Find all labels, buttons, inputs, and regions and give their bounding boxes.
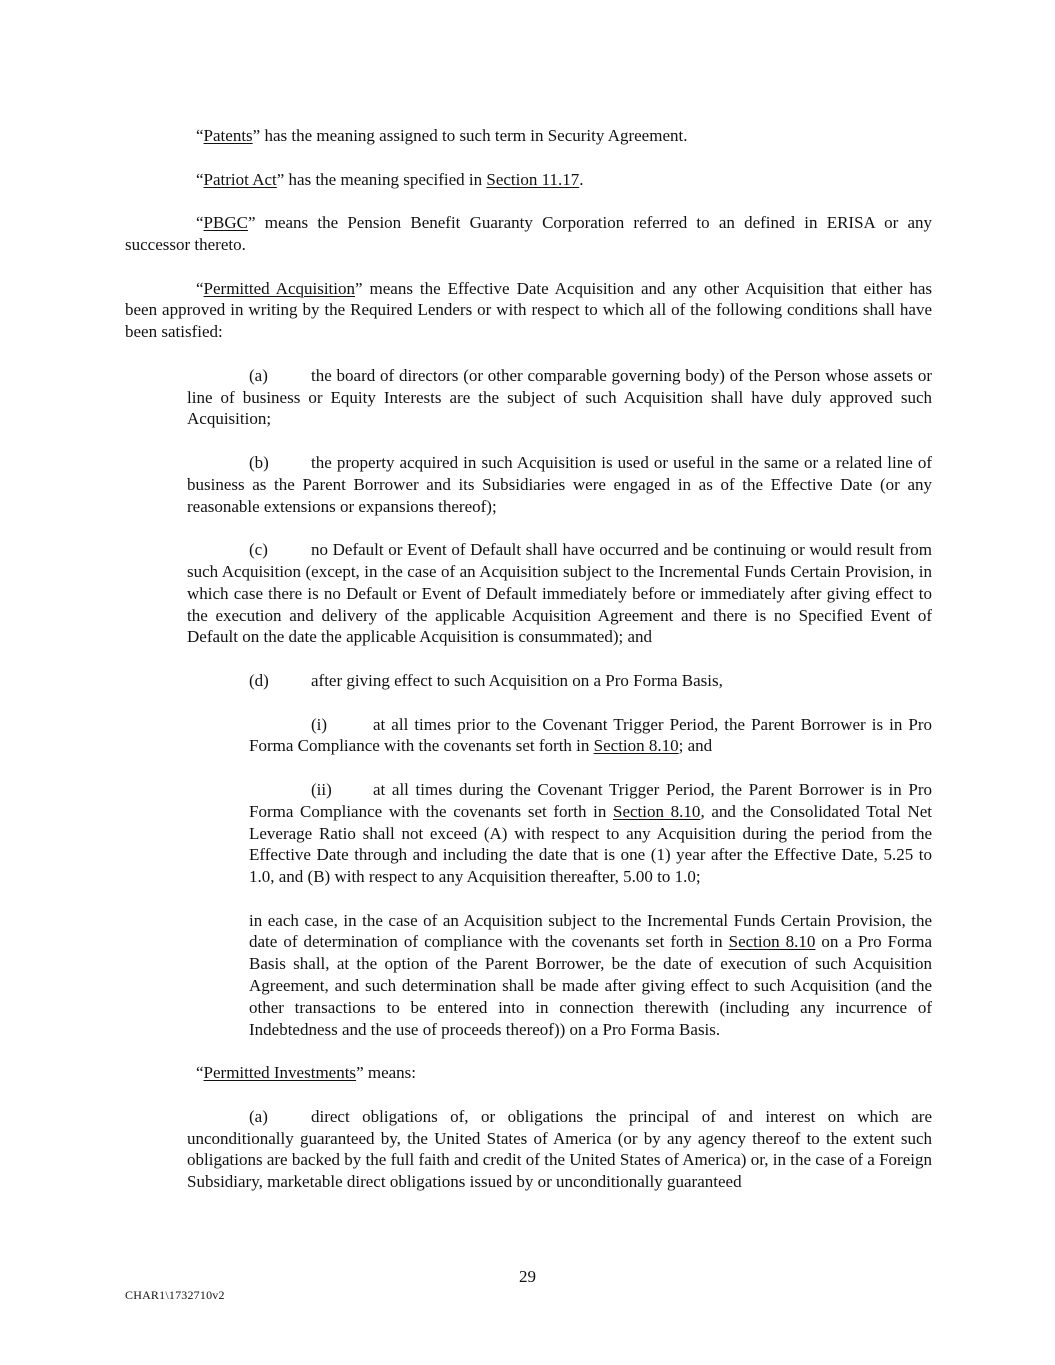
investments-clause-a: (a) direct obligations of, or obligations the principal of and interest on which are unconditionally guaranteed by, the United States of America (or by any agency thereof to the extent such obligations are backed by the full faith and credit of the United States of America) or, in the case of a Foreign Subsidiary, marketable direct obligations issued by or unconditionally guaranteed <box>187 1106 932 1192</box>
document-id: CHAR1\1732710v2 <box>125 1288 225 1302</box>
section-reference: Section 8.10 <box>593 736 679 756</box>
defined-term: Permitted Investments <box>203 1063 357 1083</box>
clause-label: (a) <box>249 1106 268 1126</box>
definition-pbgc: “PBGC” means the Pension Benefit Guaranty Corporation referred to an defined in ERISA or any successor thereto. <box>125 213 932 254</box>
clause-label: (ii) <box>311 779 332 799</box>
definition-permitted-investments: “Permitted Investments” means: <box>196 1063 417 1083</box>
section-reference: Section 8.10 <box>613 801 701 821</box>
definition-permitted-acquisition: “Permitted Acquisition” means the Effective Date Acquisition and any other Acquisition that either has been approved in writing by the Required Lenders or with respect to which all of the following conditions shall have been satisfied: <box>125 278 932 342</box>
defined-term: Permitted Acquisition <box>203 278 355 298</box>
clause-label: (d) <box>249 670 269 690</box>
defined-term: PBGC <box>203 213 248 233</box>
subclause-ii: (ii) at all times during the Covenant Trigger Period, the Parent Borrower is in Pro Forma Compliance with the covenants set forth in Section 8.10, and the Consolidated Total Net Leverage Ratio shall not exceed (A) with respect to any Acquisition during the period from the Effective Date through and including the date that is one (1) year after the Effective Date, 5.25 to 1.0, and (B) with respect to any Acquisition thereafter, 5.00 to 1.0; <box>249 779 932 887</box>
clause-label: (b) <box>249 452 269 472</box>
clause-a: (a) the board of directors (or other comparable governing body) of the Person whose assets or line of business or Equity Interests are the subject of such Acquisition shall have duly approved such Acquisition; <box>187 365 932 429</box>
defined-term: Patriot Act <box>203 169 277 189</box>
clause-label: (i) <box>311 714 328 734</box>
subclause-i: (i) at all times prior to the Covenant Trigger Period, the Parent Borrower is in Pro Forma Compliance with the covenants set forth in Section 8.10; and <box>249 714 932 756</box>
page-number: 29 <box>519 1267 536 1286</box>
clause-c: (c) no Default or Event of Default shall have occurred and be continuing or would result from such Acquisition (except, in the case of an Acquisition subject to the Incremental Funds Certain Provision, in which case there is no Default or Event of Default immediately before or immediately after giving effect to the execution and delivery of the applicable Acquisition Agreement and there is no Specified Event of Default on the date the applicable Acquisition is consummated); and <box>187 540 932 647</box>
clause-label: (c) <box>249 540 268 560</box>
clause-b: (b) the property acquired in such Acquisition is used or useful in the same or a related line of business as the Parent Borrower and its Subsidiaries were engaged in as of the Effective Date (or any reasonable extensions or expansions thereof); <box>187 452 932 516</box>
clause-d: (d) after giving effect to such Acquisition on a Pro Forma Basis, <box>249 670 723 690</box>
section-reference: Section 11.17 <box>486 169 580 189</box>
clause-d-tail: in each case, in the case of an Acquisition subject to the Incremental Funds Certain Provision, the date of determination of compliance with the covenants set forth in Section 8.10 on a Pro Forma Basis shall, at the option of the Parent Borrower, be the date of execution of such Acquisition Agreement, and such determination shall be made after giving effect to such Acquisition (and the other transactions to be entered into in connection therewith (including any incurrence of Indebtedness and the use of proceeds thereof)) on a Pro Forma Basis. <box>249 910 932 1039</box>
definition-patriot-act: “Patriot Act” has the meaning specified in Section 11.17. <box>196 169 584 189</box>
definition-patents: “Patents” has the meaning assigned to such term in Security Agreement. <box>196 126 688 145</box>
section-reference: Section 8.10 <box>728 932 816 952</box>
clause-label: (a) <box>249 365 268 385</box>
document-body <box>125 125 932 1215</box>
defined-term: Patents <box>203 126 253 145</box>
